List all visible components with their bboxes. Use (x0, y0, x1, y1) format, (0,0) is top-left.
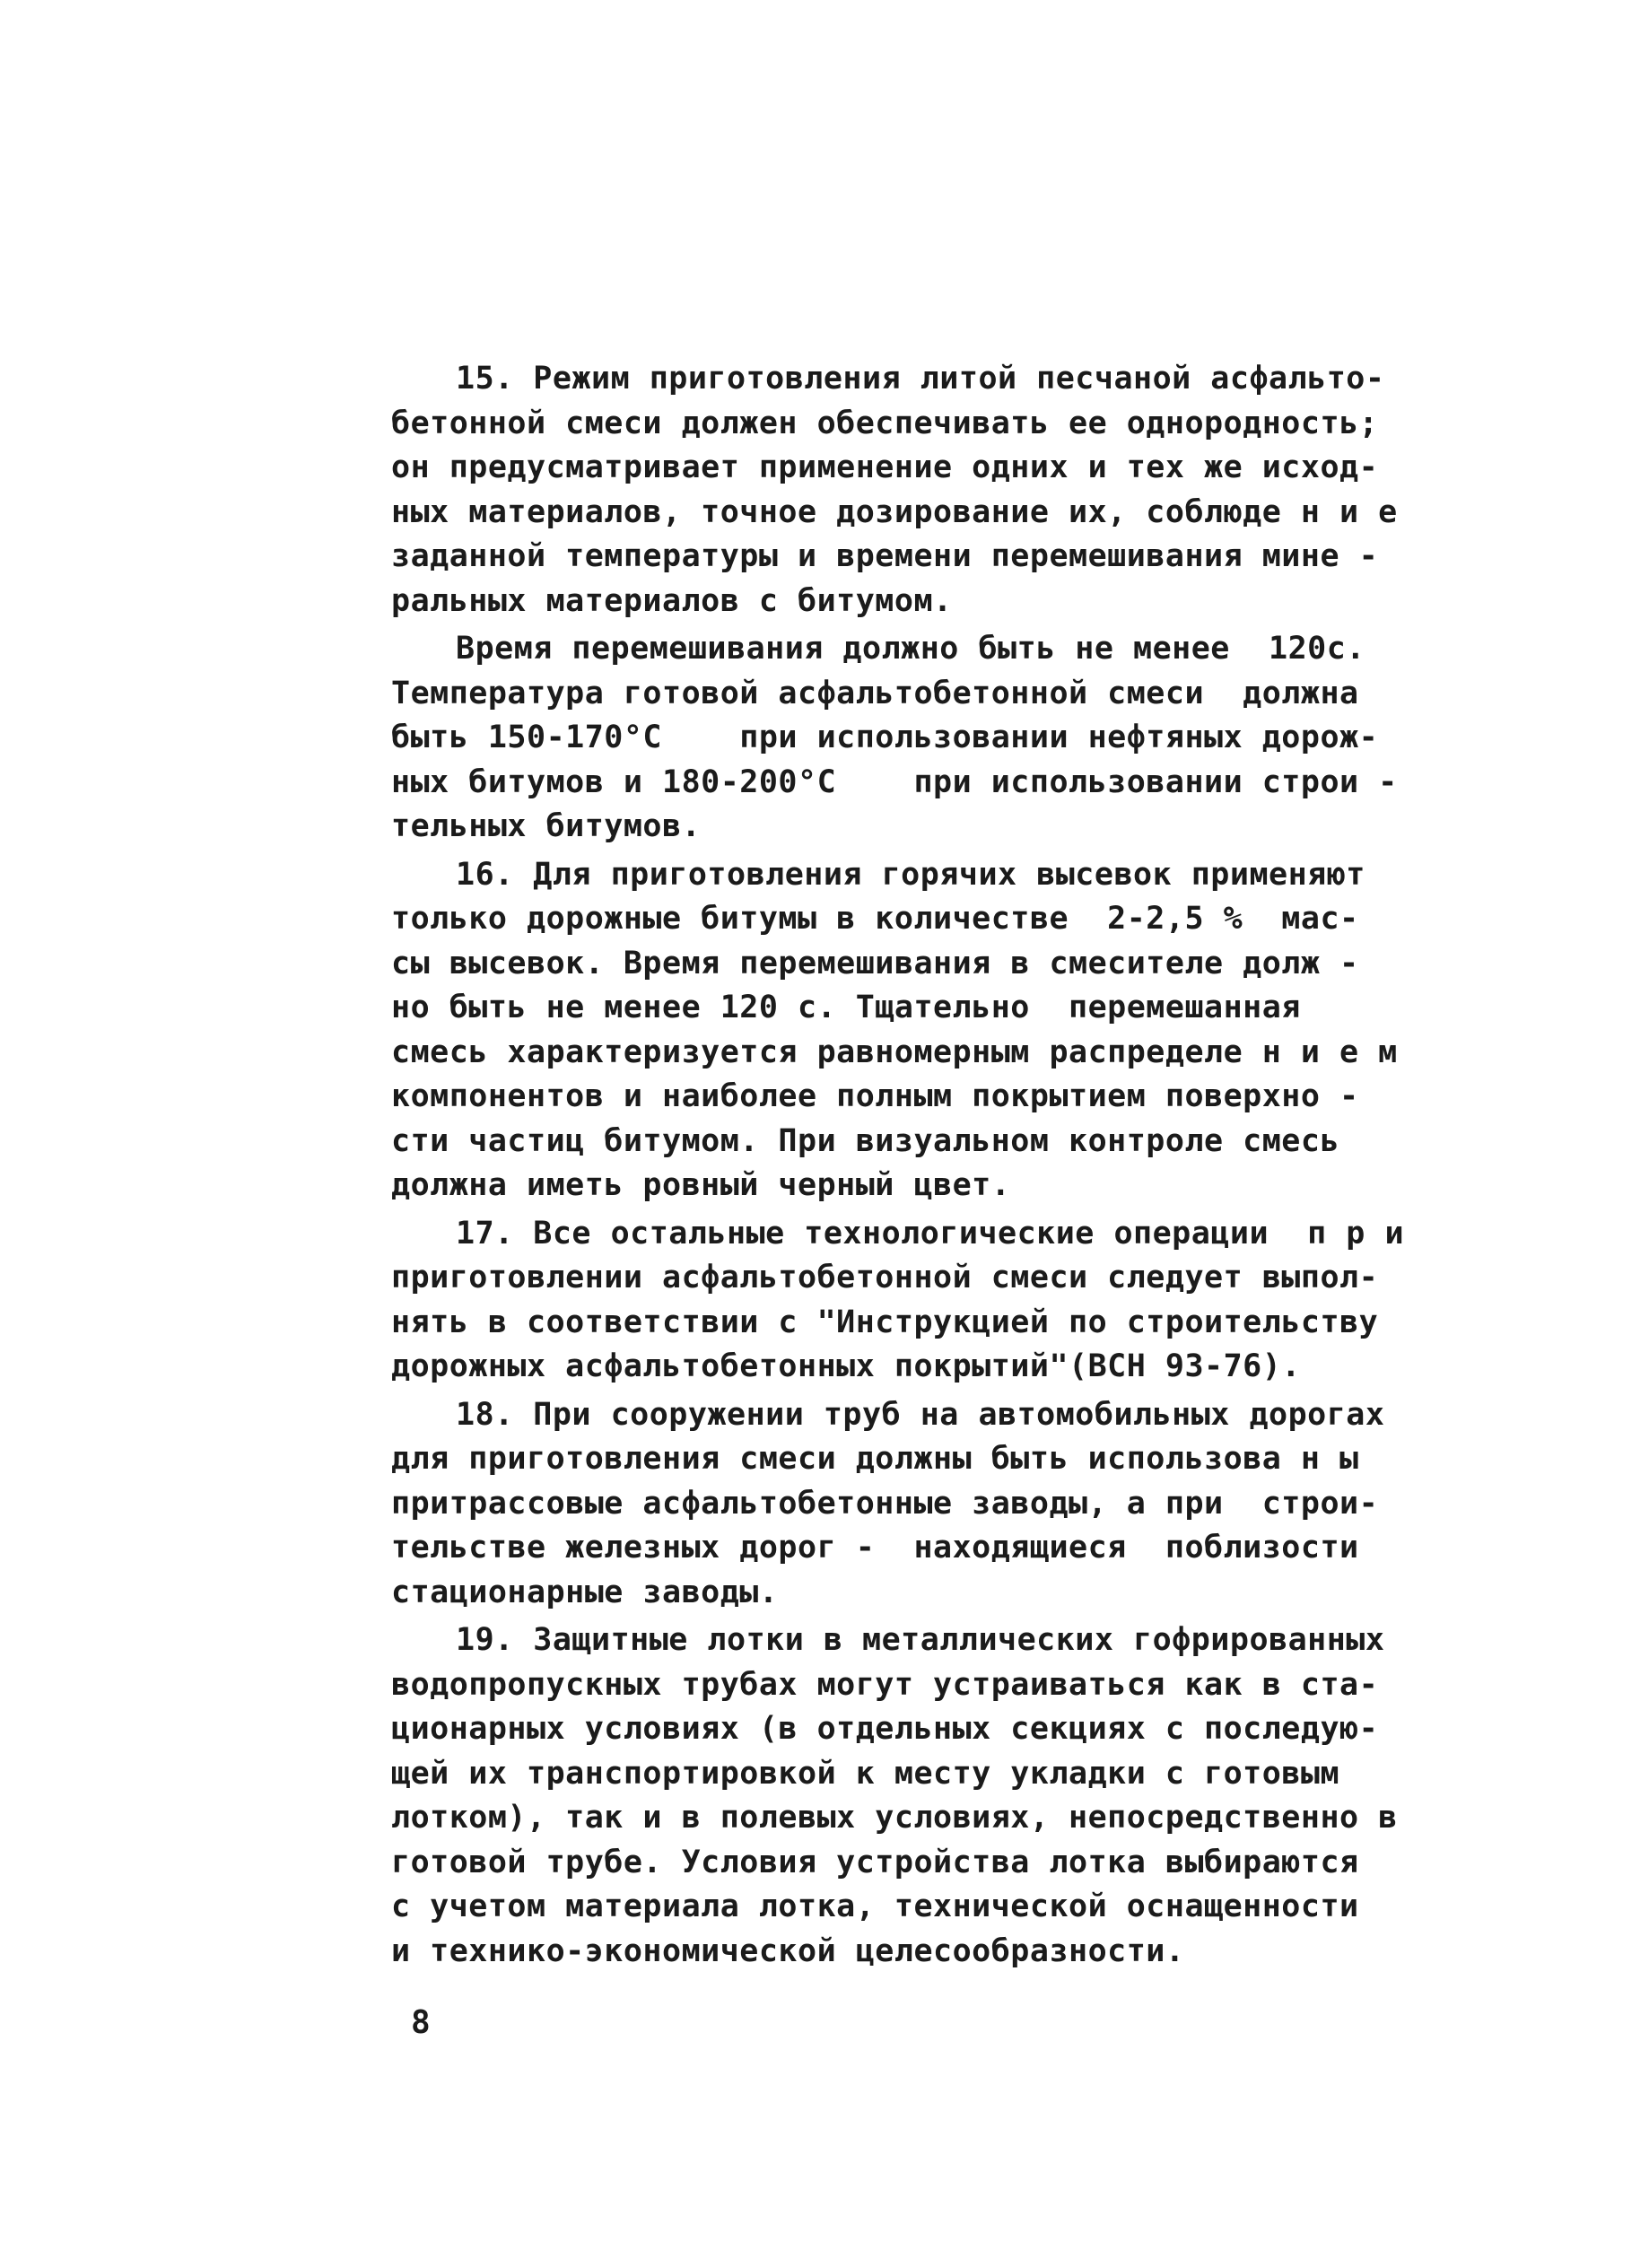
text-line: должна иметь ровный черный цвет. (391, 1167, 1011, 1203)
text-line: ных материалов, точное дозирование их, соблюде н и е (391, 493, 1398, 530)
paragraph-19 (391, 1618, 1525, 1974)
text-line: 18. При сооружении труб на автомобильных дорогах (456, 1396, 1385, 1433)
text-line: 16. Для приготовления горячих высевок применяют (456, 856, 1365, 893)
text-line: стационарные заводы. (391, 1574, 779, 1610)
text-line: бетонной смеси должен обеспечивать ее однородность; (391, 405, 1379, 441)
text-line: быть 150-170°С при использовании нефтяных дорож- (391, 720, 1379, 755)
text-line: компонентов и наиболее полным покрытием поверхно - (391, 1078, 1359, 1114)
text-line: заданной температуры и времени перемешивания мине - (391, 538, 1379, 574)
text-line: но быть не менее 120 с. Тщательно перемешанная (391, 990, 1301, 1025)
text-line: для приготовления смеси должны быть использова н ы (391, 1441, 1359, 1477)
text-line: дорожных асфальтобетонных покрытий"(ВСН 93-76). (391, 1348, 1301, 1384)
text-line: сы высевок. Время перемешивания в смесителе долж - (391, 945, 1359, 981)
text-line: он предусматривает применение одних и тех же исход- (391, 449, 1379, 485)
text-line: приготовлении асфальтобетонной смеси следует выпол- (391, 1260, 1379, 1295)
text-line: смесь характеризуется равномерным распределе н и е м (391, 1034, 1398, 1070)
text-line: нять в соответствии с "Инструкцией по строительству (391, 1304, 1379, 1340)
text-line: сти частиц битумом. При визуальном контроле смесь (391, 1122, 1340, 1159)
body-text (391, 357, 1525, 1977)
text-line: ральных материалов с битумом. (391, 582, 953, 619)
text-line: и технико-экономической целесообразности. (391, 1932, 1185, 1969)
text-line: 17. Все остальные технологические операции п р и (456, 1215, 1405, 1252)
text-line: Время перемешивания должно быть не менее 120с. (456, 631, 1365, 667)
text-line: ных битумов и 180-200°С при использовании строи - (391, 763, 1398, 800)
text-line: 15. Режим приготовления литой песчаной асфальто- (456, 361, 1385, 397)
text-line: Температура готовой асфальтобетонной смеси должна (391, 675, 1359, 711)
text-line: готовой трубе. Условия устройства лотка выбираются (391, 1844, 1359, 1880)
paragraph-16 (391, 853, 1525, 1208)
text-line: щей их транспортировкой к месту укладки с готовым (391, 1755, 1340, 1792)
text-line: 19. Защитные лотки в металлических гофрированных (456, 1622, 1385, 1658)
text-line: водопропускных трубах могут устраиваться как в ста- (391, 1666, 1379, 1703)
text-line: с учетом материала лотка, технической оснащенности (391, 1889, 1359, 1924)
text-line: лотком), так и в полевых условиях, непосредственно в (391, 1800, 1398, 1836)
paragraph-15 (391, 357, 1525, 624)
paragraph-18 (391, 1393, 1525, 1616)
text-line: только дорожные битумы в количестве 2-2,5 % мас- (391, 901, 1359, 937)
paragraph-15-continued (391, 627, 1525, 850)
text-line: тельных битумов. (391, 808, 702, 844)
page-number: 8 (411, 2004, 431, 2041)
paragraph-17 (391, 1212, 1525, 1390)
text-line: ционарных условиях (в отдельных секциях с последую- (391, 1711, 1379, 1747)
text-line: притрассовые асфальтобетонные заводы, а при строи- (391, 1485, 1379, 1522)
text-line: тельстве железных дорог - находящиеся поблизости (391, 1530, 1359, 1566)
